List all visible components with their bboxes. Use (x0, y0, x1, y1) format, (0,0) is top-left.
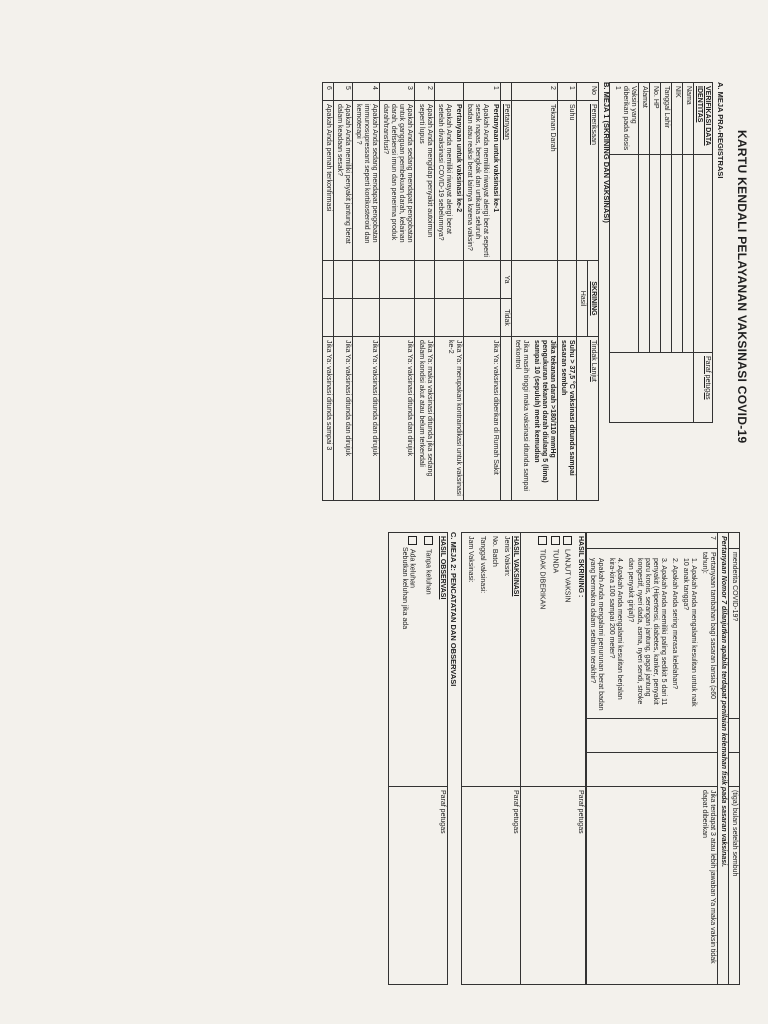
suhu-result[interactable] (558, 261, 577, 337)
tekanan-notes (511, 337, 557, 501)
q1b-cell (434, 101, 463, 261)
q5-text: Apakah Anda memiliki penyakit jantung berat dalam keadaan sesak? (334, 101, 353, 261)
q2-tidak[interactable] (415, 299, 434, 337)
suhu-no: 1 (558, 83, 577, 101)
q1-text: Apakah Anda memiliki riwayat alergi berat seperti sesak napas, bengkak dan urtikaria seluruh badan atau reaksi berat lainnya karena vaksin? (465, 104, 489, 257)
option-label: LANJUT VAKSIN (563, 549, 571, 603)
field-vaksin-dosis-1: Vaksin yang diberikan pada dosis 1 (610, 83, 639, 155)
q1-cell (463, 101, 500, 261)
q7-item: 4. Apakah Anda mengalami kesulitan berjalan kira-kira 100 sampai 200 meter? (608, 558, 624, 700)
paraf-cell[interactable] (610, 353, 694, 423)
q7-item: Apakah Anda mengalami penurunan berat badan yang bermakna dalam setahun terakhir? (589, 558, 605, 711)
q5-note: Jika Ya: vaksinasi ditunda dan dirujuk (334, 337, 353, 501)
option-tidak-diberikan[interactable] (538, 536, 547, 783)
blank-note (500, 337, 511, 501)
alamat-value[interactable] (639, 155, 650, 353)
section-b-heading: B. MEJA 1 (SKRINING DAN VAKSINASI) (602, 82, 611, 223)
q2-no: 2 (415, 83, 434, 101)
jam-vaksinasi-field[interactable]: Jam Vaksinasi: (467, 536, 475, 583)
q6-cont-no (728, 533, 739, 549)
q2-note: Jika Ya: maka vaksinasi ditunda jika sedang dalam kondisi akut atau belum terkendali (415, 337, 434, 501)
q7-cell (587, 549, 718, 719)
continuation-table (586, 532, 740, 985)
q7-item: 2. Apakah Anda sering merasa kelelahan? (670, 558, 678, 690)
checkbox-icon[interactable] (563, 536, 572, 545)
q7-note: Jika terdapat 3 atau lebih jawaban Ya maka vaksin tidak dapat diberikan (587, 787, 718, 985)
q1-note: Jika Ya: vaksinasi diberikan di Rumah Sakit (463, 337, 500, 501)
hasil-vaksinasi-cell (462, 533, 521, 787)
header-tindak-lanjut: Tindak Lanjut (577, 337, 599, 501)
field-nama: Nama (683, 83, 694, 155)
pertanyaan-label: Pertanyaan (500, 101, 511, 261)
section-c-heading: C. MEJA 2: PENCATATAN DAN OBSERVASI (449, 532, 459, 687)
header-pemeriksaan: Pemeriksaan (577, 101, 599, 261)
q3-note: Jika Ya: vaksinasi ditunda dan dirujuk (380, 337, 415, 501)
q2-text: Apakah Anda mengidap penyakit autoimun seperti lupus (415, 101, 434, 261)
field-alamat: Alamat (639, 83, 650, 155)
q5-tidak[interactable] (334, 299, 353, 337)
identity-sub-heading: VERIFIKASI DATA IDENTITAS (694, 83, 713, 155)
q7-title: Pertanyaan Nomor 7 dilanjutkan apabila terdapat penilaian kelemahan fisik pada sasaran vaksinasi. (717, 533, 728, 985)
q6-tidak[interactable] (323, 299, 334, 337)
identity-table (609, 82, 713, 423)
q6-cont-text: menderita COVID-19? (728, 549, 739, 719)
q4-ya[interactable] (353, 261, 380, 299)
q7-item: 3. Apakah Anda memiliki paling sedikit 5 dari 11 penyakit (Hipertensi, diabetes, kanker, penyakit paru kronis, serangan jantung, gagal jantung kongestif, nyeri dada, asma, nyeri sendi, stroke dan penyakit ginjal)? (627, 558, 667, 706)
screening-continuation (388, 532, 740, 987)
hasil-vaksinasi-title: HASIL VAKSINASI (512, 536, 520, 597)
hasil-skrining-cell (521, 533, 586, 787)
q3-tidak[interactable] (380, 299, 415, 337)
option-label: Ada keluhan (408, 549, 416, 588)
q7-tidak[interactable] (587, 753, 718, 787)
q4-text: Apakah Anda sedang mendapat pengobatan immunosupressant seperti kortikosteroid dan kemoterapi ? (353, 101, 380, 261)
hasil-observasi-title: HASIL OBSERVASI (438, 536, 446, 600)
checkbox-icon[interactable] (551, 536, 560, 545)
checkbox-icon[interactable] (424, 536, 433, 545)
tekanan-note-2: Jika masih tinggi maka vaksinasi ditunda sampai terkontrol (514, 340, 530, 491)
tekanan-note-1: Jika tekanan darah >180/110 mmHg pengukuran tekanan darah diulang 5 (lima) sampai 10 (sepuluh) menit kemudian (533, 340, 557, 483)
q6-ya[interactable] (323, 261, 334, 299)
header-ya: Ya (500, 261, 511, 299)
q1-ya[interactable] (463, 261, 500, 299)
hasil-skrining-title: HASIL SKRINING : (577, 536, 585, 598)
q6-no: 6 (323, 83, 334, 101)
q4-no: 4 (353, 83, 380, 101)
field-no-hp: No. HP (650, 83, 661, 155)
section-b (322, 82, 610, 512)
header-skrining: SKRINING (588, 261, 599, 337)
section-c (388, 532, 458, 987)
q3-no: 3 (380, 83, 415, 101)
q2-ya[interactable] (415, 261, 434, 299)
suhu-note: Suhu > 37,5 °C vaksinasi ditunda sampai sasaran sembuh (558, 337, 577, 501)
q5-no: 5 (334, 83, 353, 101)
q3-text: Apakah Anda sedang mendapat pengobatan untuk gangguan pembekuan darah, kelainan darah, defisiensi imun dan penerima produk darah/transfusi? (380, 101, 415, 261)
pertanyaan-ke2-title: Pertanyaan untuk vaksinasi ke-2 (454, 104, 462, 213)
q6-note: Jika Ya: vaksinasi ditunda sampai 3 (323, 337, 334, 501)
q1-tidak[interactable] (463, 299, 500, 337)
vaksinasi-paraf[interactable]: Paraf petugas (462, 787, 521, 985)
q7-ya[interactable] (587, 719, 718, 753)
checkbox-icon[interactable] (538, 536, 547, 545)
option-lanjut-vaksin[interactable] (563, 536, 572, 783)
results-table (461, 532, 586, 985)
option-label: TIDAK DIBERIKAN (539, 549, 547, 610)
q1b-tidak[interactable] (434, 299, 463, 337)
observasi-paraf[interactable]: Paraf petugas (388, 787, 447, 985)
q6-cont-tidak[interactable] (728, 753, 739, 787)
tekanan-result[interactable] (511, 261, 557, 337)
form-title: KARTU KENDALI PELAYANAN VAKSINASI COVID-19 (735, 130, 749, 444)
q7-intro: Pertanyaan tambahan bagi sasaran lansia (≥60 tahun): (700, 552, 716, 700)
nik-value[interactable] (672, 155, 683, 353)
paraf-header: Paraf petugas (694, 353, 713, 423)
q1b-text: Apakah Anda memiliki riwayat alergi berat setelah divaksinasi COVID-19 sebelumnya? (436, 104, 452, 241)
tanggal-lahir-value[interactable] (661, 155, 672, 353)
tanggal-vaksinasi-field[interactable]: Tanggal vaksinasi: (479, 536, 487, 594)
option-tunda[interactable] (550, 536, 559, 783)
identity-blank (694, 155, 713, 353)
option-label: TUNDA (551, 549, 559, 574)
field-nik: NIK (672, 83, 683, 155)
nama-value[interactable] (683, 155, 694, 353)
q1b-no (434, 83, 463, 101)
q1b-ya[interactable] (434, 261, 463, 299)
q4-note: Jika Ya: vaksinasi ditunda dan dirujuk (353, 337, 380, 501)
q6-cont-ya[interactable] (728, 719, 739, 753)
q6-cont-note: (tiga) bulan setelah sembuh (728, 787, 739, 985)
section-a-heading: A. MEJA PRA-REGISTRASI (716, 82, 725, 179)
q6-text: Apakah Anda pernah terkonfirmasi (323, 101, 334, 261)
q1-no: 1 (463, 83, 500, 101)
q3-ya[interactable] (380, 261, 415, 299)
q5-ya[interactable] (334, 261, 353, 299)
no-hp-value[interactable] (650, 155, 661, 353)
q7-no: 7 (587, 533, 718, 549)
vaksin-dosis-1-value[interactable] (610, 155, 639, 353)
observation-cell (388, 533, 447, 787)
observation-table (388, 532, 448, 985)
jenis-vaksin-field[interactable]: Jenis Vaksin: (503, 536, 511, 577)
section-a (609, 82, 724, 422)
skrining-paraf[interactable]: Paraf petugas (521, 787, 586, 985)
suhu-label: Suhu (558, 101, 577, 261)
screening-table (322, 82, 599, 501)
header-hasil: Hasil (577, 261, 588, 337)
sebutkan-keluhan: Sebutkan keluhan jika ada (400, 547, 408, 630)
option-label: Tanpa keluhan (424, 549, 432, 595)
tekanan-no: 2 (511, 83, 557, 101)
checkbox-icon[interactable] (408, 536, 417, 545)
header-tidak: Tidak (500, 299, 511, 337)
field-tanggal-lahir: Tanggal Lahir (661, 83, 672, 155)
header-no: No (577, 83, 599, 101)
no-batch-field[interactable]: No. Batch (491, 536, 499, 567)
q7-item: 1. Apakah Anda mengalami kesulitan untuk naik 10 anak tangga? (681, 558, 697, 707)
option-ada-keluhan[interactable] (408, 536, 417, 783)
pertanyaan-ke1-title: Pertanyaan untuk vaksinasi ke-1 (491, 104, 499, 213)
blank-no (500, 83, 511, 101)
q1b-note: Jika Ya: merupakan kontraindikasi untuk vaksinasi ke-2 (434, 337, 463, 501)
option-tanpa-keluhan[interactable] (423, 536, 432, 783)
q4-tidak[interactable] (353, 299, 380, 337)
tekanan-label: Tekanan Darah (511, 101, 557, 261)
